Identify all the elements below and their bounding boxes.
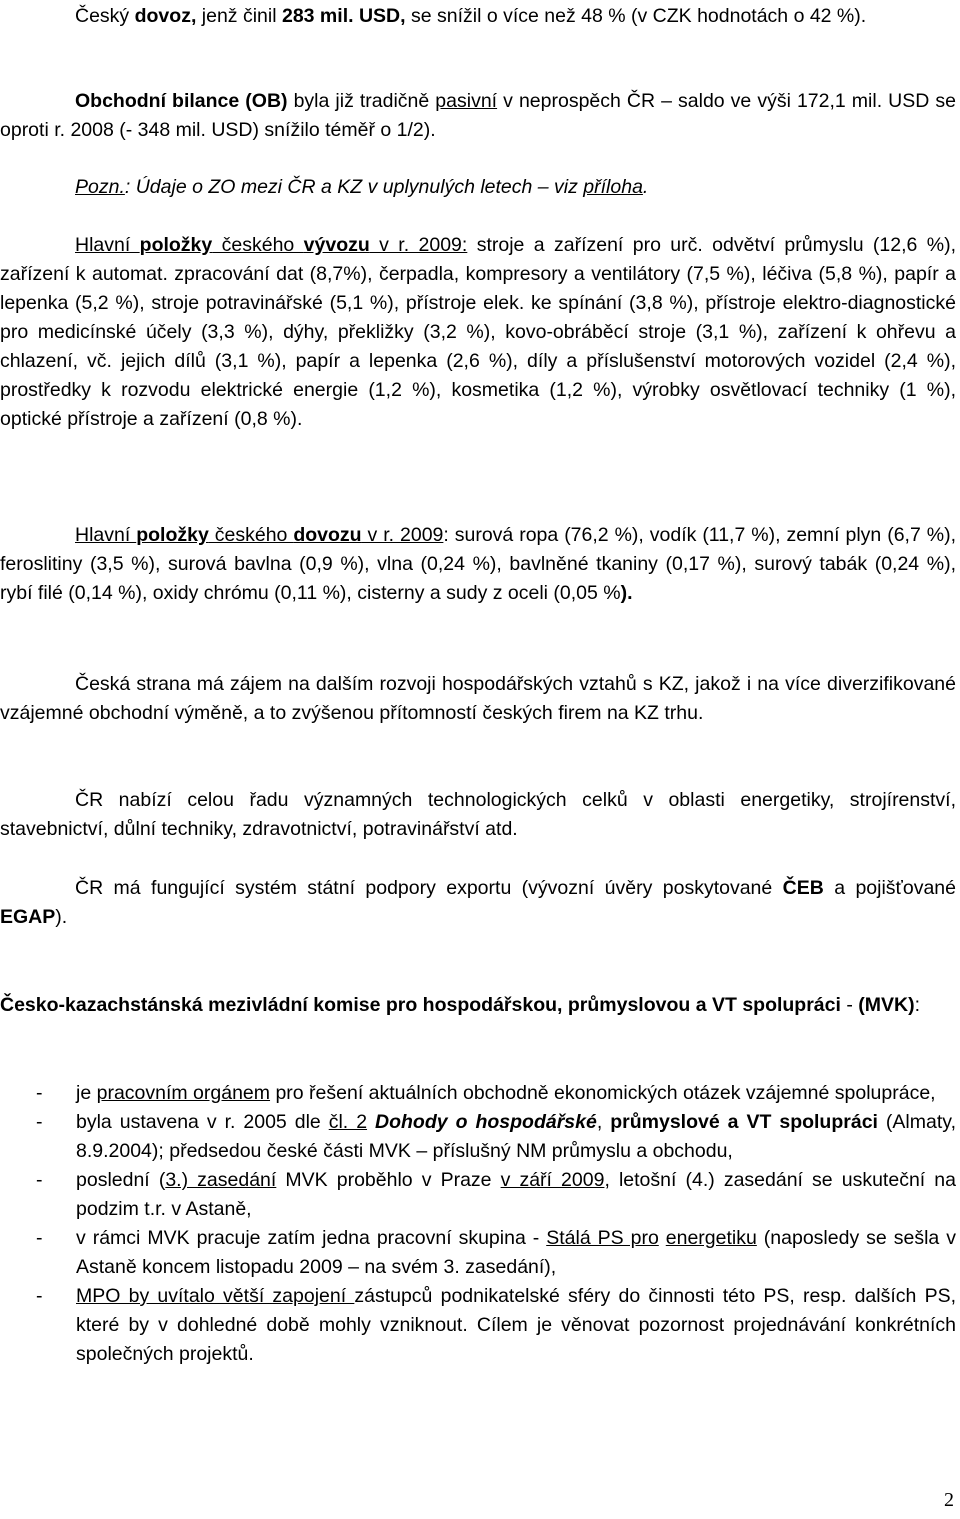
section-heading-commission: Česko-kazachstánská mezivládní komise pro hospodářskou, průmyslovou a VT spolupráci - (MVK):	[0, 994, 921, 1016]
paragraph-import-items: Hlavní položky českého dovozu v r. 2009: surová ropa (76,2 %), vodík (11,7 %), zemní plyn (6,7 %), feroslitiny (3,5 %), surová bavlna (0,9 %), vlna (0,24 %), bavlněné tkaniny (0,17 %), surový tabák (0,24 %), rybí filé (0,14 %), oxidy chrómu (0,11 %), cisterny a sudy z oceli (0,05 %).	[0, 524, 956, 604]
paragraph-export-support: ČR má fungující systém státní podpory exportu (vývozní úvěry poskytované ČEB a pojišťované EGAP).	[0, 877, 956, 928]
list-item: - je pracovním orgánem pro řešení aktuálních obchodně ekonomických otázek vzájemné spolupráce,	[36, 1082, 936, 1104]
list-item: - v rámci MVK pracuje zatím jedna pracovní skupina - Stálá PS pro energetiku (naposledy se sešla v Astaně koncem listopadu 2009 – na svém 3. zasedání),	[36, 1227, 956, 1278]
commission-facts-list	[0, 1079, 956, 1369]
list-item: - MPO by uvítalo větší zapojení zástupců podnikatelské sféry do činnosti této PS, resp. dalších PS, které by v dohledné době mohly vzniknout. Cílem je věnovat pozornost projednávání konkrétních společných projektů.	[36, 1285, 957, 1365]
list-item: - poslední (3.) zasedání MVK proběhlo v Praze v září 2009, letošní (4.) zasedání se uskuteční na podzim t.r. v Astaně,	[36, 1169, 956, 1220]
paragraph-note: Pozn.: Údaje o ZO mezi ČR a KZ v uplynulých letech – viz příloha.	[75, 176, 649, 198]
page-number: 2	[944, 1489, 954, 1511]
paragraph-import: Český dovoz, jenž činil 283 mil. USD, se snížil o více než 48 % (v CZK hodnotách o 42 %).	[75, 5, 867, 27]
paragraph-trade-balance: Obchodní bilance (OB) byla již tradičně pasivní v neprospěch ČR – saldo ve výši 172,1 mil. USD se oproti r. 2008 (- 348 mil. USD) snížilo téměř o 1/2).	[0, 90, 956, 141]
paragraph-export-items: Hlavní položky českého vývozu v r. 2009: stroje a zařízení pro urč. odvětví průmyslu (12,6 %), zařízení k automat. zpracování dat (8,7%), čerpadla, kompresory a ventilátory (7,5 %), léčiva (5,8 %), papír a lepenka (5,2 %), stroje potravinářské (5,1 %), přístroje elek. ke spínání (3,8 %), přístroje elektro-diagnostické pro medicínské účely (3,3 %), dýhy, překližky (3,2 %), kovo-obráběcí stroje (3,1 %), zařízení k ohřevu a chlazení, vč. jejich dílů (3,1 %), papír a lepenka (2,6 %), díly a příslušenství motorových vozidel (2,4 %), prostředky k rozvodu elektrické energie (1,2 %), kosmetika (1,2 %), výrobky osvětlovací techniky (1 %), optické přístroje a zařízení (0,8 %).	[0, 234, 956, 430]
paragraph-cr-offers: ČR nabízí celou řadu významných technologických celků v oblasti energetiky, strojírenství, stavebnictví, důlní techniky, zdravotnictví, potravinářství atd.	[0, 789, 956, 840]
paragraph-czech-interest: Česká strana má zájem na dalším rozvoji hospodářských vztahů s KZ, jakož i na více diverzifikované vzájemné obchodní výměně, a to zvýšenou přítomností českých firem na KZ trhu.	[0, 673, 956, 724]
list-item: - byla ustavena v r. 2005 dle čl. 2 Dohody o hospodářské, průmyslové a VT spolupráci (Almaty, 8.9.2004); předsedou české části MVK – příslušný NM průmyslu a obchodu,	[36, 1111, 956, 1162]
